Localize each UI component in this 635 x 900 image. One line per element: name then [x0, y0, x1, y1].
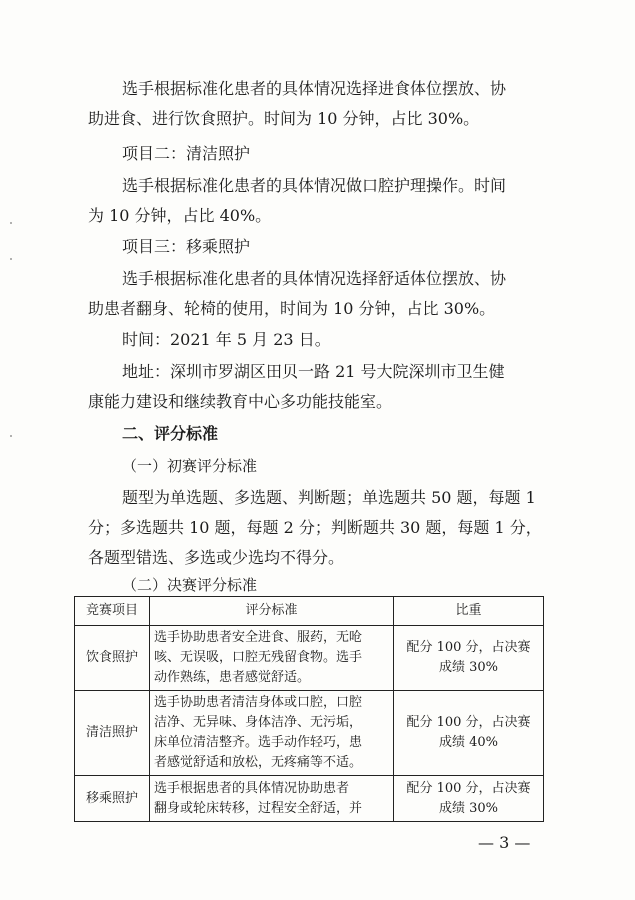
project-heading: 项目三：移乘照护: [122, 237, 251, 256]
criteria-cell: [150, 691, 394, 776]
paragraph-line: 助进食、进行饮食照护。时间为 10 分钟，占比 30%。: [88, 109, 480, 128]
subsection-heading: （一）初赛评分标准: [122, 457, 258, 475]
table-header-row: [75, 597, 544, 626]
scoring-table: [74, 596, 544, 822]
criteria-cell: [150, 626, 394, 691]
address-line: 地址：深圳市罗湖区田贝一路 21 号大院深圳市卫生健: [122, 362, 505, 381]
weight-line: 成绩 40%: [438, 735, 499, 750]
page-number: — 3 —: [478, 833, 531, 852]
criteria-line: 咳、无误吸，口腔无残留食物。选手: [154, 650, 363, 665]
paragraph-line: 选手根据标准化患者的具体情况选择进食体位摆放、协: [122, 79, 507, 98]
address-line: 康能力建设和继续教育中心多功能技能室。: [88, 392, 393, 411]
subsection-heading: （二）决赛评分标准: [122, 576, 258, 594]
weight-cell: [394, 691, 544, 776]
weight-line: 成绩 30%: [438, 660, 499, 675]
table-header: 比重: [394, 597, 544, 626]
paragraph-line: 选手根据标准化患者的具体情况选择舒适体位摆放、协: [122, 269, 507, 288]
criteria-line: 洁净、无异味、身体洁净、无污垢，: [154, 715, 363, 730]
paragraph-line: 各题型错选、多选或少选均不得分。: [88, 548, 345, 567]
criteria-line: 选手根据患者的具体情况协助患者: [154, 780, 350, 796]
table-row: [75, 691, 544, 776]
weight-line: 成绩 30%: [438, 800, 499, 816]
criteria-cell: [150, 776, 394, 822]
criteria-line: 选手协助患者清洁身体或口腔，口腔: [154, 695, 363, 710]
weight-line: 配分 100 分，占决赛: [406, 640, 531, 655]
criteria-line: 者感觉舒适和放松，无疼痛等不适。: [154, 755, 363, 770]
criteria-line: 床单位清洁整齐。选手动作轻巧，患: [154, 735, 363, 750]
paragraph-line: 为 10 分钟，占比 40%。: [88, 206, 272, 225]
weight-cell: [394, 626, 544, 691]
scan-mark: [10, 258, 12, 260]
table-header: 评分标准: [150, 597, 394, 626]
paragraph-line: 选手根据标准化患者的具体情况做口腔护理操作。时间: [122, 176, 507, 195]
criteria-line: 动作熟练，患者感觉舒适。: [154, 670, 311, 685]
section-heading: 二、评分标准: [122, 424, 219, 443]
item-cell: 饮食照护: [75, 626, 150, 691]
paragraph-line: 分；多选题共 10 题，每题 2 分；判断题共 30 题，每题 1 分，: [88, 518, 542, 537]
criteria-line: 翻身或轮床转移，过程安全舒适，并: [154, 800, 363, 816]
paragraph-line: 助患者翻身、轮椅的使用，时间为 10 分钟，占比 30%。: [88, 299, 496, 318]
weight-line: 配分 100 分，占决赛: [406, 780, 531, 796]
project-heading: 项目二：清洁照护: [122, 144, 251, 163]
table-row: [75, 776, 544, 822]
item-cell: 移乘照护: [75, 776, 150, 822]
criteria-line: 选手协助患者安全进食、服药，无呛: [154, 630, 363, 645]
scan-mark: [10, 222, 12, 224]
time-line: 时间：2021 年 5 月 23 日。: [122, 330, 331, 349]
table-row: [75, 626, 544, 691]
weight-cell: [394, 776, 544, 822]
paragraph-line: 题型为单选题、多选题、判断题；单选题共 50 题，每题 1: [122, 488, 536, 507]
weight-line: 配分 100 分，占决赛: [406, 715, 531, 730]
table-header: 竞赛项目: [75, 597, 150, 626]
scan-mark: [10, 435, 12, 437]
item-cell: 清洁照护: [75, 691, 150, 776]
